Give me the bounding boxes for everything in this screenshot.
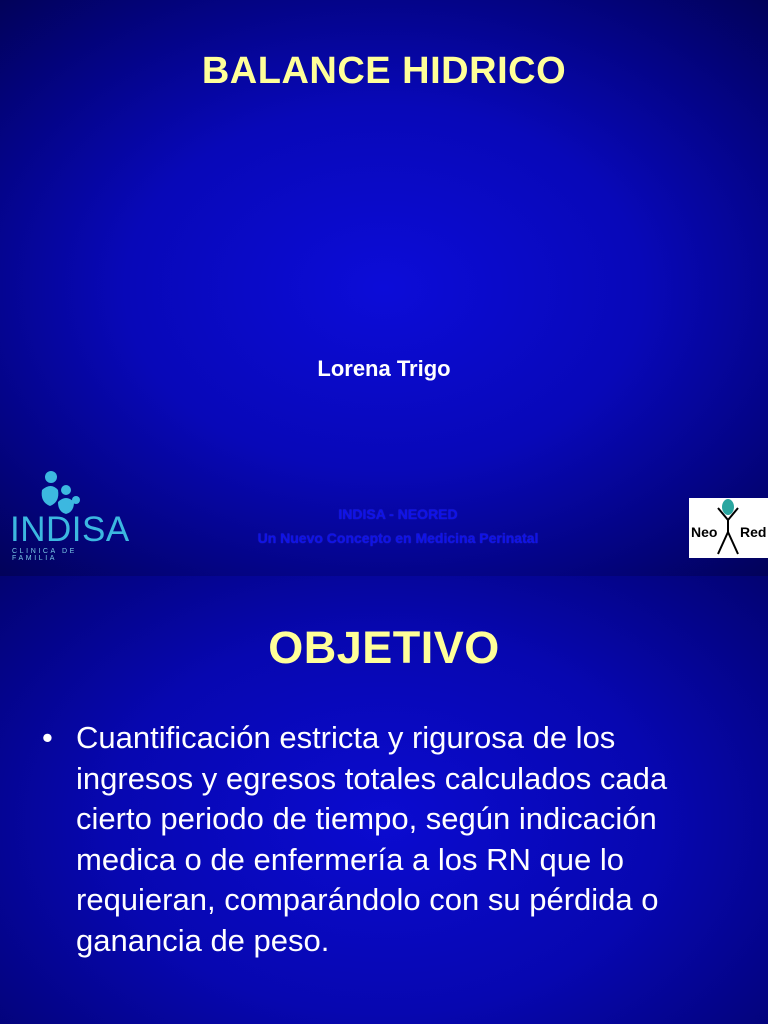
person-figure-icon xyxy=(715,498,741,558)
neored-left-text: Neo xyxy=(691,524,718,540)
indisa-wordmark: INDISA xyxy=(10,510,130,549)
bullet-item xyxy=(42,718,732,961)
neored-right-text: Red xyxy=(740,524,767,540)
footer-slogan: Un Nuevo Concepto en Medicina Perinatal xyxy=(257,530,539,546)
author-name: Lorena Trigo xyxy=(317,356,451,381)
slide-title: BALANCE HIDRICO xyxy=(201,50,567,92)
neored-logo xyxy=(689,498,768,558)
bullet-icon: • xyxy=(42,720,53,755)
bullet-list xyxy=(42,718,732,961)
objective-slide xyxy=(0,576,768,1024)
bullet-text: Cuantificación estricta y rigurosa de los ingresos y egresos totales calculados cada cierto periodo de tiempo, según indicación medica o de enfermería a los RN que lo requieran, comparándolo con su pérdida o ganancia de peso. xyxy=(76,720,668,958)
slide-title: OBJETIVO xyxy=(268,622,500,673)
indisa-tagline: CLINICA DE FAMILIA xyxy=(12,548,77,562)
footer-org: INDISA - NEORED xyxy=(338,506,458,522)
